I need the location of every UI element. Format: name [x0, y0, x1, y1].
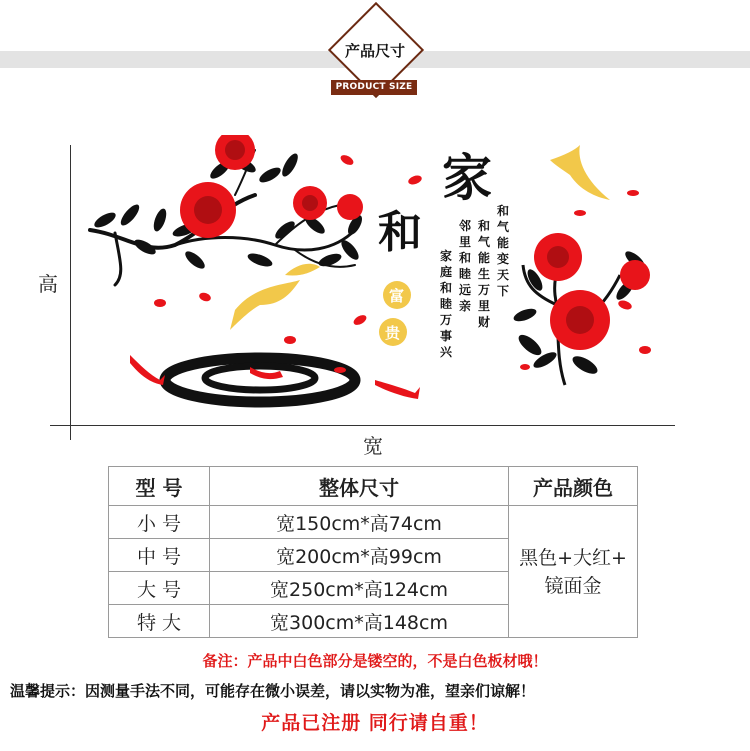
table-header-row: [109, 467, 638, 506]
width-label: 宽: [363, 434, 383, 458]
big-char-jia: 家: [442, 148, 492, 207]
color-line-1: 黑色+大红+: [519, 546, 627, 569]
seal-char-gui: 贵: [385, 324, 401, 342]
height-label: 高: [38, 272, 58, 296]
header-color: 产品颜色: [509, 467, 638, 506]
svg-text:邻里和睦远亲: 邻里和睦远亲: [459, 219, 472, 313]
svg-text:和气能变天下: 和气能变天下: [497, 204, 510, 298]
svg-text:和气能生万里财: 和气能生万里财: [478, 219, 491, 329]
table-row: [109, 506, 638, 539]
gold-phoenix-right: [550, 145, 610, 200]
big-char-he: 和: [378, 207, 422, 258]
gold-phoenix-left: [230, 280, 300, 330]
cell-model: 小 号: [109, 506, 210, 539]
height-dimension-line: [70, 145, 71, 440]
header-model: 型 号: [109, 467, 210, 506]
page-title: 产品尺寸: [344, 42, 405, 60]
header-size: 整体尺寸: [210, 467, 509, 506]
left-peony-flowers: [180, 135, 363, 238]
svg-text:家庭和睦万事兴: 家庭和睦万事兴: [440, 249, 453, 359]
page-subtitle: PRODUCT SIZE: [331, 80, 417, 95]
cell-size: 宽250cm*高124cm: [210, 572, 509, 605]
wall-sticker-artwork: [85, 135, 665, 415]
note-measurement: 温馨提示：因测量手法不同，可能存在微小误差，请以实物为准，望亲们谅解！: [10, 682, 536, 700]
size-table: [108, 466, 638, 638]
right-peony-flowers: [534, 233, 650, 350]
color-line-2: 镜面金: [544, 574, 602, 597]
cell-size: 宽300cm*高148cm: [210, 605, 509, 638]
seal-char-fu: 富: [389, 287, 405, 305]
cell-size: 宽150cm*高74cm: [210, 506, 509, 539]
note-registered: 产品已注册 同行请自重！: [261, 712, 489, 734]
cell-color: [509, 506, 638, 638]
cell-model: 大 号: [109, 572, 210, 605]
cell-model: 中 号: [109, 539, 210, 572]
cell-size: 宽200cm*高99cm: [210, 539, 509, 572]
water-ripples: [165, 358, 355, 402]
width-dimension-line: [50, 425, 675, 426]
note-hollow: 备注：产品中白色部分是镂空的，不是白色板材哦！: [202, 652, 548, 670]
koi-fish: [130, 355, 165, 385]
cell-model: 特 大: [109, 605, 210, 638]
poem: [439, 203, 510, 359]
